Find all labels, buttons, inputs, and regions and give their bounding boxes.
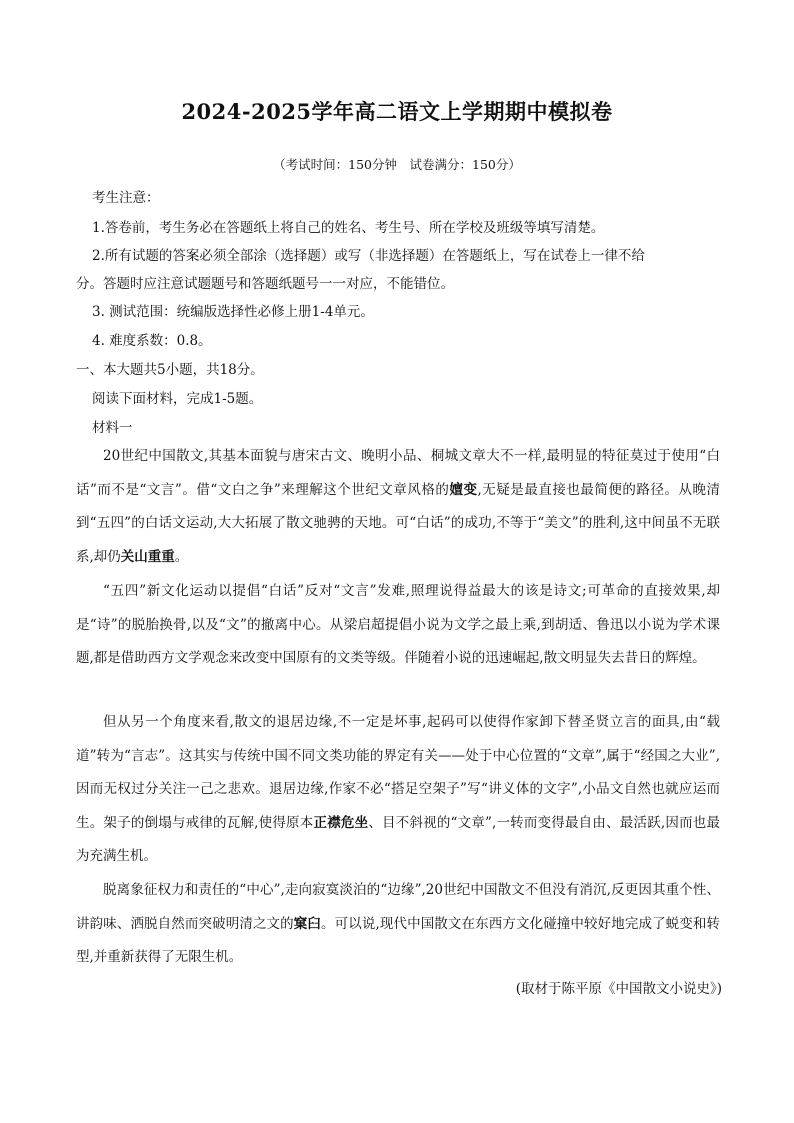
paragraph-1-text-c: 。 (174, 548, 189, 565)
notice-item-1: 1.答卷前，考生务必在答题纸上将自己的姓名、考生号、所在学校及班级等填写清楚。 (92, 220, 605, 236)
paragraph-4-text-b: 。可以说,现代中国散文在东西方文化碰撞中较好地完成了蜕变和转型,并重新获得了无限生机。 (76, 915, 721, 965)
notice-heading: 考生注意： (92, 190, 160, 206)
reading-instruction: 阅读下面材料，完成1-5题。 (92, 391, 263, 407)
notice-item-3: 3. 测试范围：统编版选择性必修上册1-4单元。 (92, 304, 374, 320)
paragraph-4 (76, 874, 720, 975)
paragraph-2: “五四”新文化运动以提倡“白话”反对“文言”发难,照理说得益最大的该是诗文;可革命的直接效果,却是“诗”的脱胎换骨,以及“文”的撤离中心。从梁启超提倡小说为文学之最上乘,到胡适、鲁迅以小说为学术课题,都是借助西方文学观念来改变中国原有的文类等级。伴随着小说的迅速崛起,散文明显失去昔日的辉煌。 (76, 583, 720, 666)
exam-info: （考试时间：150分钟 试卷满分：150分） (273, 157, 521, 172)
source-citation: (取材于陈平原《中国散文小说史》) (515, 981, 722, 997)
paragraph-3-keyword: 正襟危坐 (313, 814, 369, 831)
paragraph-1-text-a: 20世纪中国散文,其基本面貌与唐宋古文、晚明小品、桐城文章大不一样,最明显的特征莫过于使用“白话”而不是“文言”。借“文白之争”来理解这个世纪文章风格的 (76, 448, 720, 498)
page-title: 2024-2025学年高二语文上学期期中模拟卷 (181, 99, 613, 124)
paragraph-1-keyword-2: 关山重重 (120, 548, 175, 565)
section-heading: 一、本大题共5小题，共18分。 (76, 362, 264, 378)
paragraph-1 (76, 440, 720, 574)
paragraph-1-text-b: ,无疑是最直接也最简便的路径。从晚清到“五四”的白话文运动,大大拓展了散文驰骋的天地。可“白话”的成功,不等于“美文”的胜利,这中间虽不无联系,却仍 (76, 481, 721, 565)
paragraph-1-keyword-1: 嬗变 (449, 481, 478, 498)
paragraph-3 (76, 706, 720, 874)
paragraph-3-text-b: 、目不斜视的“文章”,一转而变得最自由、最活跃,因而也最为充满生机。 (76, 814, 721, 864)
paragraph-3-text-a: 但从另一个角度来看,散文的退居边缘,不一定是坏事,起码可以使得作家卸下替圣贤立言的面具,由“载道”转为“言志”。这其实与传统中国不同文类功能的界定有关——处于中心位置的“文章”,属于“经国之大业”,因而无权过分关注一己之悲欢。退居边缘,作家不必“搭足空架子”写“讲义体的文字”,小品文自然也就应运而生。架子的倒塌与戒律的瓦解,使得原本 (76, 714, 720, 831)
material-label: 材料一 (92, 420, 133, 436)
paragraph-4-keyword: 窠臼 (293, 915, 322, 932)
notice-item-2-line-1: 2.所有试题的答案必须全部涂（选择题）或写（非选择题）在答题纸上，写在试卷上一律不给 (92, 248, 645, 264)
notice-item-4: 4. 难度系数：0.8。 (92, 333, 212, 349)
notice-item-2-line-2: 分。答题时应注意试题题号和答题纸题号一一对应，不能错位。 (76, 276, 454, 292)
paragraph-4-text-a: 脱离象征权力和责任的“中心”,走向寂寞淡泊的“边缘”,20世纪中国散文不但没有消沉,反更因其重个性、讲韵味、洒脱自然而突破明清之文的 (76, 882, 720, 932)
